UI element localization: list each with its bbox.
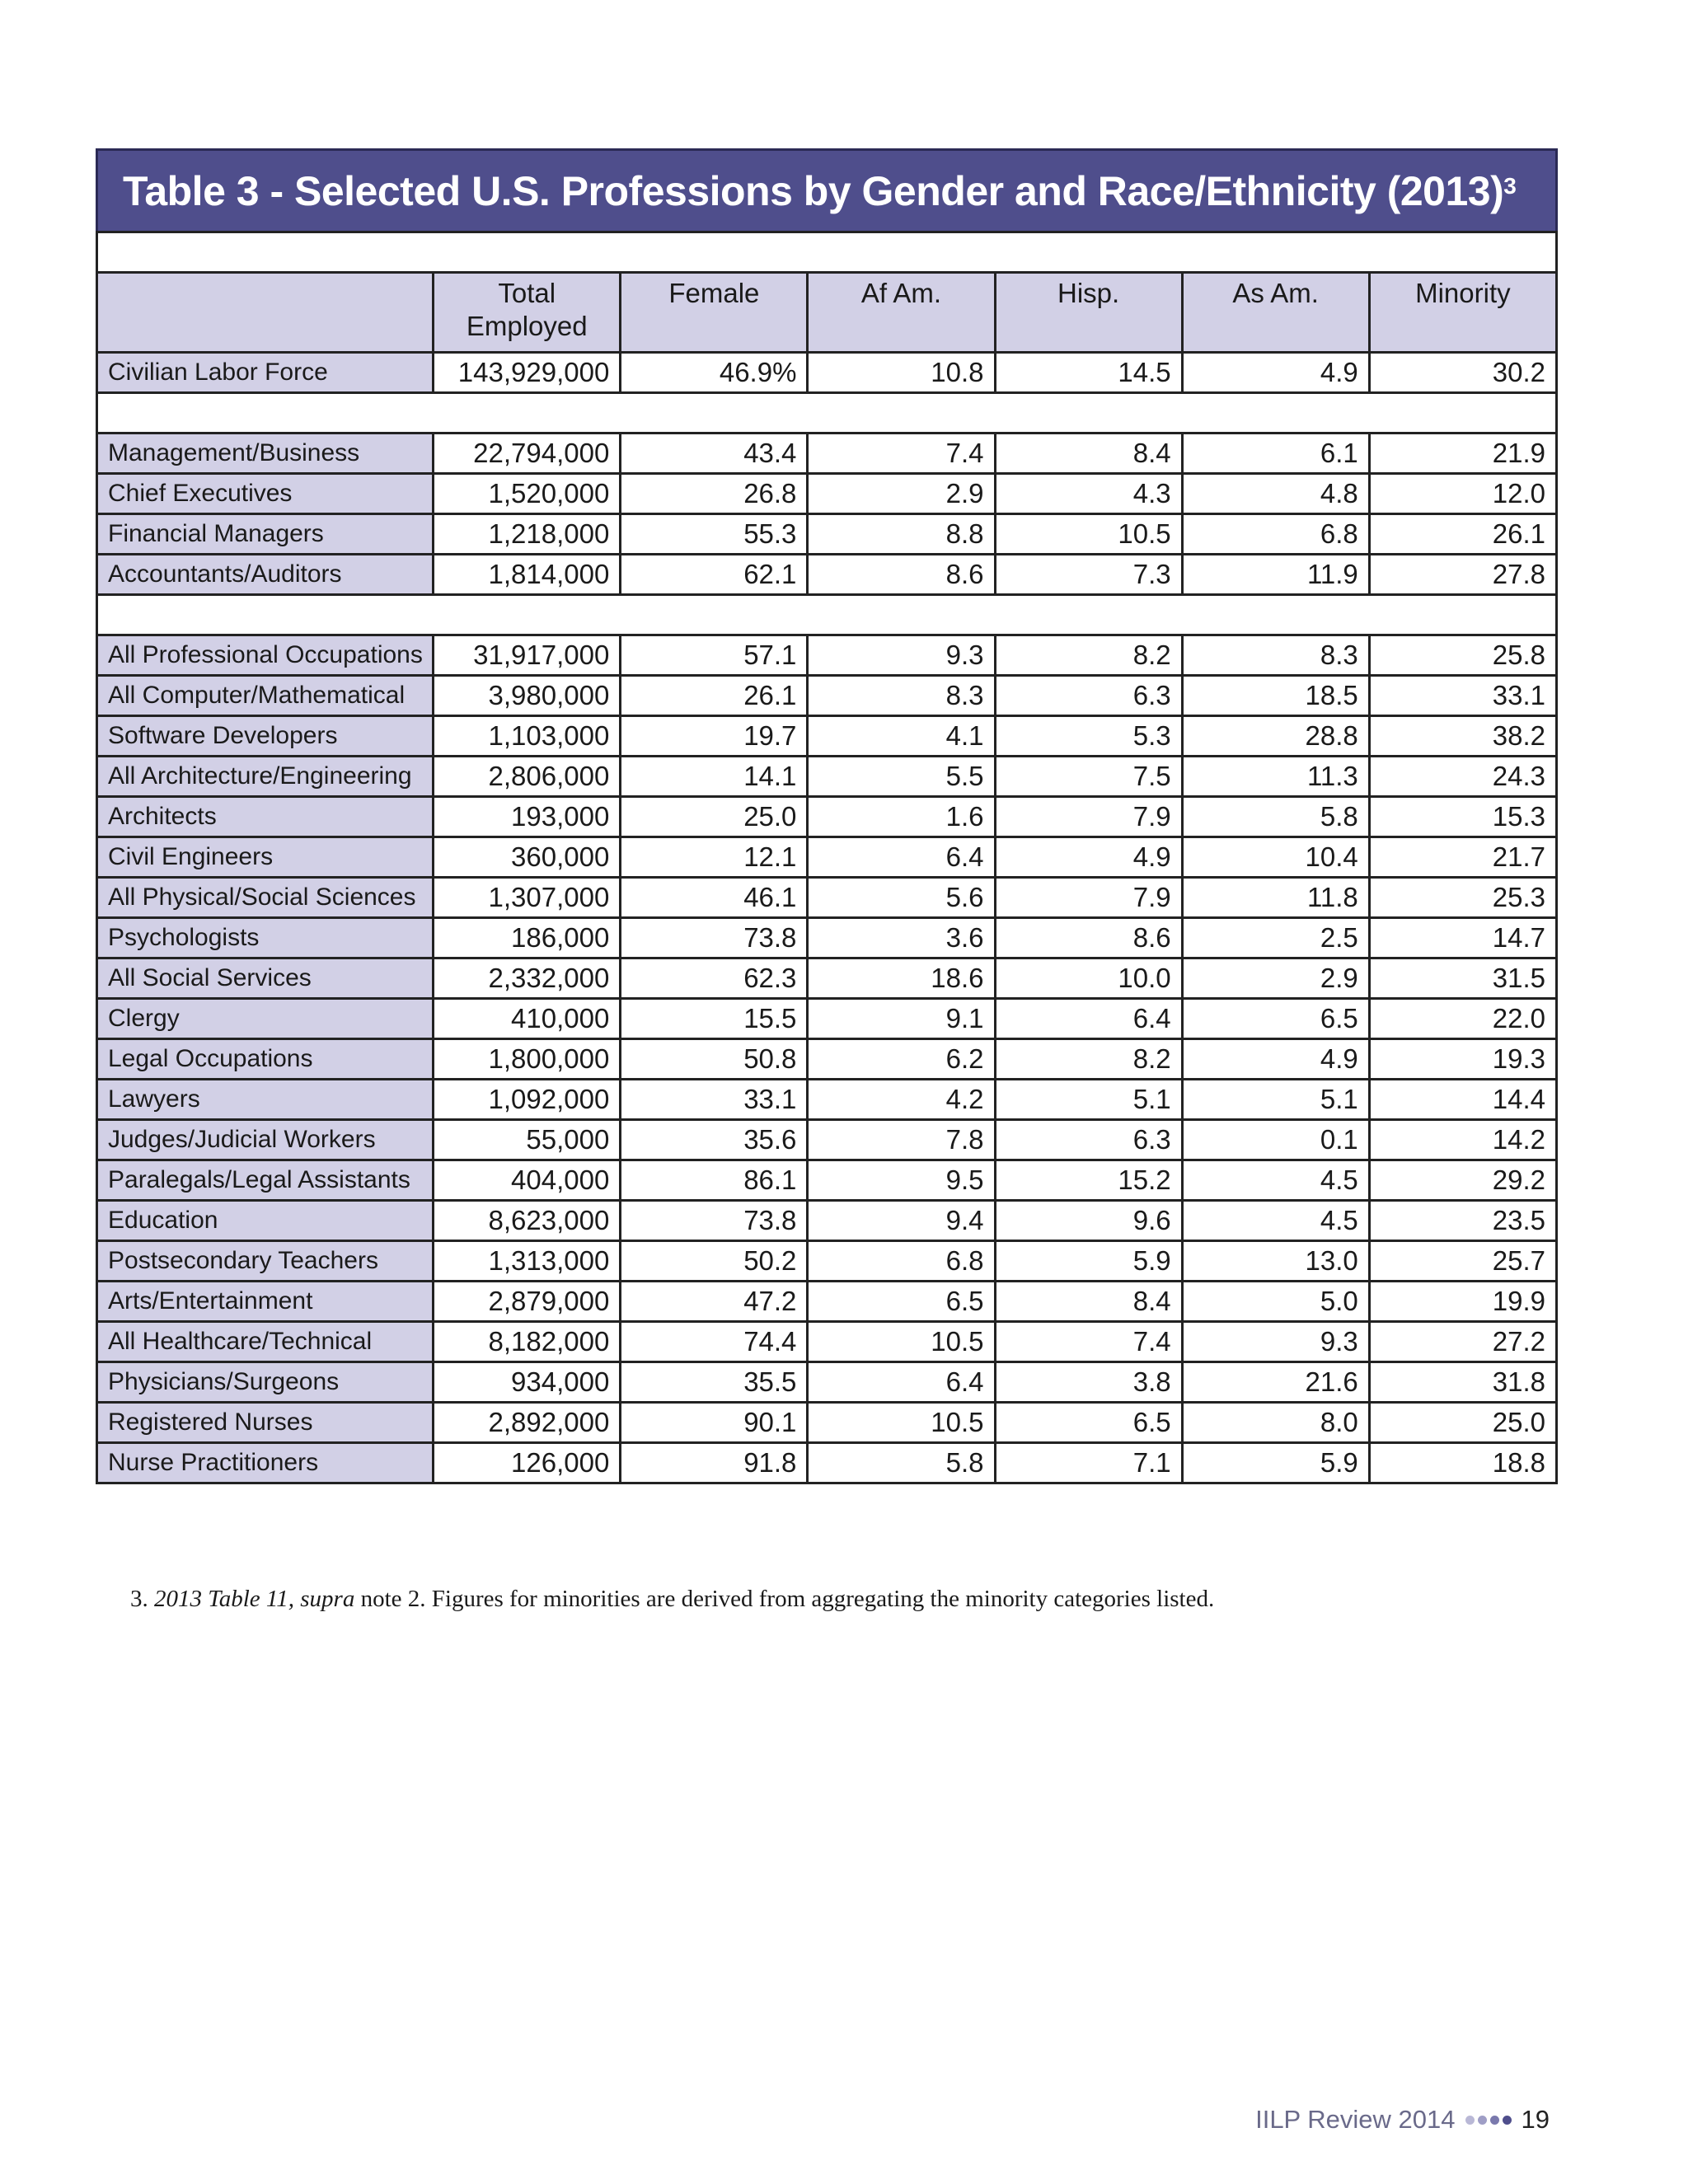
footnote-text: note 2. Figures for minorities are derived from aggregating the minority categories listed. <box>360 1586 1215 1612</box>
table-row <box>97 918 1557 958</box>
table-cell: 410,000 <box>434 999 621 1039</box>
table-cell: 13.0 <box>1182 1241 1369 1282</box>
table-cell: 4.9 <box>1182 353 1369 393</box>
table-cell: 2,806,000 <box>434 757 621 797</box>
table-cell: 7.5 <box>995 757 1182 797</box>
table-cell: 74.4 <box>621 1322 808 1362</box>
table-row <box>97 434 1557 474</box>
table-cell: 11.3 <box>1182 757 1369 797</box>
table-cell: 18.6 <box>808 958 995 999</box>
table-cell: 5.8 <box>808 1443 995 1483</box>
table-cell: 3,980,000 <box>434 676 621 716</box>
table-cell: 1.6 <box>808 797 995 837</box>
table-cell: 46.9% <box>621 353 808 393</box>
table-cell: 9.3 <box>1182 1322 1369 1362</box>
table-cell: 6.1 <box>1182 434 1369 474</box>
table-cell: 62.3 <box>621 958 808 999</box>
table-row <box>97 1201 1557 1241</box>
table-cell: 33.1 <box>1369 676 1556 716</box>
row-label: Chief Executives <box>97 474 434 514</box>
title-footnote-marker: 3 <box>1503 172 1517 199</box>
footnote-number: 3. <box>130 1586 148 1612</box>
row-label: Judges/Judicial Workers <box>97 1120 434 1160</box>
table-row <box>97 837 1557 878</box>
table-cell: 4.2 <box>808 1080 995 1120</box>
table-cell: 7.4 <box>995 1322 1182 1362</box>
table-cell: 14.4 <box>1369 1080 1556 1120</box>
column-header: Af Am. <box>808 273 995 353</box>
footer-dot <box>1478 2116 1487 2125</box>
table-row <box>97 1120 1557 1160</box>
table-cell: 1,814,000 <box>434 555 621 595</box>
table-cell: 2,879,000 <box>434 1282 621 1322</box>
table-cell: 2,892,000 <box>434 1403 621 1443</box>
footer-dot <box>1490 2116 1499 2125</box>
table-row <box>97 958 1557 999</box>
table-cell: 4.5 <box>1182 1160 1369 1201</box>
table-cell: 1,307,000 <box>434 878 621 918</box>
table-cell: 28.8 <box>1182 716 1369 757</box>
table-cell: 38.2 <box>1369 716 1556 757</box>
table-cell: 27.8 <box>1369 555 1556 595</box>
row-label: Arts/Entertainment <box>97 1282 434 1322</box>
table-cell: 18.5 <box>1182 676 1369 716</box>
table-cell: 6.2 <box>808 1039 995 1080</box>
table-cell: 2.9 <box>1182 958 1369 999</box>
table-cell: 43.4 <box>621 434 808 474</box>
table-cell: 186,000 <box>434 918 621 958</box>
table-cell: 19.9 <box>1369 1282 1556 1322</box>
table-cell: 22.0 <box>1369 999 1556 1039</box>
table-cell: 1,103,000 <box>434 716 621 757</box>
table-row <box>97 716 1557 757</box>
table-cell: 7.3 <box>995 555 1182 595</box>
table-row <box>97 676 1557 716</box>
column-header <box>97 273 434 353</box>
table-cell: 21.6 <box>1182 1362 1369 1403</box>
row-label: Civil Engineers <box>97 837 434 878</box>
table-cell: 15.5 <box>621 999 808 1039</box>
page-number: 19 <box>1521 2105 1550 2134</box>
table-cell: 4.9 <box>1182 1039 1369 1080</box>
row-label: Physicians/Surgeons <box>97 1362 434 1403</box>
table-cell: 1,800,000 <box>434 1039 621 1080</box>
table-cell: 10.8 <box>808 353 995 393</box>
table-cell: 5.5 <box>808 757 995 797</box>
table-cell: 5.9 <box>995 1241 1182 1282</box>
table-cell: 25.3 <box>1369 878 1556 918</box>
footer-dot <box>1465 2116 1475 2125</box>
table-cell: 91.8 <box>621 1443 808 1483</box>
table-cell: 21.9 <box>1369 434 1556 474</box>
table-cell: 25.0 <box>621 797 808 837</box>
table-cell: 193,000 <box>434 797 621 837</box>
row-label: Paralegals/Legal Assistants <box>97 1160 434 1201</box>
table-cell: 7.9 <box>995 878 1182 918</box>
footnote-supra: supra <box>300 1586 355 1612</box>
table-cell: 5.1 <box>1182 1080 1369 1120</box>
table-cell: 404,000 <box>434 1160 621 1201</box>
table-cell: 9.3 <box>808 635 995 676</box>
row-label: All Physical/Social Sciences <box>97 878 434 918</box>
table-cell: 6.5 <box>1182 999 1369 1039</box>
table-cell: 6.8 <box>1182 514 1369 555</box>
spacer-cell <box>97 232 1557 273</box>
table-cell: 29.2 <box>1369 1160 1556 1201</box>
table-cell: 3.8 <box>995 1362 1182 1403</box>
table-cell: 18.8 <box>1369 1443 1556 1483</box>
table-cell: 73.8 <box>621 1201 808 1241</box>
table-cell: 0.1 <box>1182 1120 1369 1160</box>
table-cell: 15.3 <box>1369 797 1556 837</box>
table-cell: 2.9 <box>808 474 995 514</box>
table-cell: 6.4 <box>808 1362 995 1403</box>
table-cell: 55.3 <box>621 514 808 555</box>
table-cell: 5.8 <box>1182 797 1369 837</box>
table-cell: 86.1 <box>621 1160 808 1201</box>
table-title <box>96 148 1558 231</box>
row-label: Civilian Labor Force <box>97 353 434 393</box>
row-label: Architects <box>97 797 434 837</box>
table-cell: 31.5 <box>1369 958 1556 999</box>
table-cell: 8.6 <box>995 918 1182 958</box>
table-cell: 90.1 <box>621 1403 808 1443</box>
table-row <box>97 635 1557 676</box>
table-cell: 7.4 <box>808 434 995 474</box>
row-label: Psychologists <box>97 918 434 958</box>
row-label: All Professional Occupations <box>97 635 434 676</box>
table-cell: 14.5 <box>995 353 1182 393</box>
table-cell: 9.6 <box>995 1201 1182 1241</box>
table-row <box>97 878 1557 918</box>
table-cell: 6.8 <box>808 1241 995 1282</box>
table-cell: 19.7 <box>621 716 808 757</box>
row-label: All Healthcare/Technical <box>97 1322 434 1362</box>
table-row <box>97 1443 1557 1483</box>
professions-table <box>96 148 1558 1484</box>
table-cell: 1,218,000 <box>434 514 621 555</box>
table-cell: 6.5 <box>808 1282 995 1322</box>
table-cell: 50.2 <box>621 1241 808 1282</box>
table-cell: 8.6 <box>808 555 995 595</box>
table-cell: 8.0 <box>1182 1403 1369 1443</box>
table-row <box>97 1039 1557 1080</box>
column-header: As Am. <box>1182 273 1369 353</box>
spacer-row <box>97 595 1557 635</box>
row-label: Management/Business <box>97 434 434 474</box>
table-cell: 4.9 <box>995 837 1182 878</box>
table-row <box>97 757 1557 797</box>
table-cell: 8.4 <box>995 1282 1182 1322</box>
table-cell: 19.3 <box>1369 1039 1556 1080</box>
table-cell: 22,794,000 <box>434 434 621 474</box>
table-cell: 5.1 <box>995 1080 1182 1120</box>
table-cell: 14.7 <box>1369 918 1556 958</box>
table-cell: 2,332,000 <box>434 958 621 999</box>
table-row <box>97 514 1557 555</box>
spacer-cell <box>97 595 1557 635</box>
table-cell: 9.4 <box>808 1201 995 1241</box>
table-cell: 62.1 <box>621 555 808 595</box>
table-row <box>97 1160 1557 1201</box>
table-cell: 1,520,000 <box>434 474 621 514</box>
row-label: All Social Services <box>97 958 434 999</box>
footnote <box>130 1586 1214 1613</box>
table-cell: 12.1 <box>621 837 808 878</box>
table-cell: 31.8 <box>1369 1362 1556 1403</box>
row-label: Clergy <box>97 999 434 1039</box>
data-table <box>96 231 1558 1484</box>
table-cell: 24.3 <box>1369 757 1556 797</box>
table-cell: 21.7 <box>1369 837 1556 878</box>
table-cell: 14.2 <box>1369 1120 1556 1160</box>
footer-dot <box>1503 2116 1512 2125</box>
row-label: Lawyers <box>97 1080 434 1120</box>
table-cell: 126,000 <box>434 1443 621 1483</box>
table-cell: 6.4 <box>995 999 1182 1039</box>
table-cell: 25.7 <box>1369 1241 1556 1282</box>
spacer-row <box>97 232 1557 273</box>
table-cell: 5.6 <box>808 878 995 918</box>
table-cell: 4.5 <box>1182 1201 1369 1241</box>
table-cell: 23.5 <box>1369 1201 1556 1241</box>
table-cell: 11.8 <box>1182 878 1369 918</box>
table-cell: 26.8 <box>621 474 808 514</box>
table-cell: 50.8 <box>621 1039 808 1080</box>
table-cell: 8,182,000 <box>434 1322 621 1362</box>
table-cell: 11.9 <box>1182 555 1369 595</box>
column-header: Hisp. <box>995 273 1182 353</box>
row-label: All Computer/Mathematical <box>97 676 434 716</box>
table-cell: 30.2 <box>1369 353 1556 393</box>
table-cell: 10.5 <box>808 1322 995 1362</box>
table-cell: 33.1 <box>621 1080 808 1120</box>
table-row <box>97 1241 1557 1282</box>
table-cell: 12.0 <box>1369 474 1556 514</box>
spacer-row <box>97 393 1557 434</box>
table-cell: 3.6 <box>808 918 995 958</box>
table-cell: 10.0 <box>995 958 1182 999</box>
table-row <box>97 999 1557 1039</box>
table-cell: 4.8 <box>1182 474 1369 514</box>
table-cell: 6.5 <box>995 1403 1182 1443</box>
table-row <box>97 797 1557 837</box>
table-cell: 2.5 <box>1182 918 1369 958</box>
table-row <box>97 1362 1557 1403</box>
table-cell: 8.3 <box>1182 635 1369 676</box>
table-row <box>97 1080 1557 1120</box>
table-cell: 7.8 <box>808 1120 995 1160</box>
table-cell: 360,000 <box>434 837 621 878</box>
table-cell: 26.1 <box>621 676 808 716</box>
table-row <box>97 1282 1557 1322</box>
table-cell: 8.2 <box>995 635 1182 676</box>
table-cell: 5.0 <box>1182 1282 1369 1322</box>
table-cell: 934,000 <box>434 1362 621 1403</box>
page-footer <box>1255 2105 1550 2135</box>
row-label: Postsecondary Teachers <box>97 1241 434 1282</box>
row-label: Software Developers <box>97 716 434 757</box>
row-label: Registered Nurses <box>97 1403 434 1443</box>
table-cell: 9.5 <box>808 1160 995 1201</box>
table-cell: 7.9 <box>995 797 1182 837</box>
table-cell: 10.5 <box>995 514 1182 555</box>
table-cell: 25.8 <box>1369 635 1556 676</box>
table-cell: 14.1 <box>621 757 808 797</box>
table-title-text: Table 3 - Selected U.S. Professions by Gender and Race/Ethnicity (2013) <box>123 167 1504 214</box>
table-row <box>97 474 1557 514</box>
table-cell: 25.0 <box>1369 1403 1556 1443</box>
table-row <box>97 555 1557 595</box>
table-cell: 10.4 <box>1182 837 1369 878</box>
column-header: Female <box>621 273 808 353</box>
row-label: Legal Occupations <box>97 1039 434 1080</box>
table-cell: 73.8 <box>621 918 808 958</box>
table-cell: 26.1 <box>1369 514 1556 555</box>
table-cell: 8.2 <box>995 1039 1182 1080</box>
table-cell: 5.9 <box>1182 1443 1369 1483</box>
table-row <box>97 1403 1557 1443</box>
table-cell: 57.1 <box>621 635 808 676</box>
row-label: All Architecture/Engineering <box>97 757 434 797</box>
table-cell: 47.2 <box>621 1282 808 1322</box>
table-cell: 9.1 <box>808 999 995 1039</box>
spacer-cell <box>97 393 1557 434</box>
table-cell: 8,623,000 <box>434 1201 621 1241</box>
table-cell: 6.4 <box>808 837 995 878</box>
table-cell: 35.6 <box>621 1120 808 1160</box>
table-cell: 4.1 <box>808 716 995 757</box>
table-cell: 8.3 <box>808 676 995 716</box>
table-row <box>97 1322 1557 1362</box>
table-cell: 8.4 <box>995 434 1182 474</box>
row-label: Nurse Practitioners <box>97 1443 434 1483</box>
column-header: Total Employed <box>434 273 621 353</box>
footer-dots <box>1465 2116 1512 2125</box>
table-cell: 6.3 <box>995 1120 1182 1160</box>
table-cell: 15.2 <box>995 1160 1182 1201</box>
header-row <box>97 273 1557 353</box>
row-label: Education <box>97 1201 434 1241</box>
table-cell: 4.3 <box>995 474 1182 514</box>
table-cell: 10.5 <box>808 1403 995 1443</box>
table-cell: 1,092,000 <box>434 1080 621 1120</box>
table-cell: 31,917,000 <box>434 635 621 676</box>
table-cell: 8.8 <box>808 514 995 555</box>
table-cell: 7.1 <box>995 1443 1182 1483</box>
table-cell: 35.5 <box>621 1362 808 1403</box>
table-cell: 143,929,000 <box>434 353 621 393</box>
footnote-cite: 2013 Table 11, <box>154 1586 294 1612</box>
table-row <box>97 353 1557 393</box>
table-cell: 6.3 <box>995 676 1182 716</box>
table-cell: 5.3 <box>995 716 1182 757</box>
row-label: Financial Managers <box>97 514 434 555</box>
table-cell: 46.1 <box>621 878 808 918</box>
table-cell: 55,000 <box>434 1120 621 1160</box>
journal-name: IILP Review 2014 <box>1255 2105 1456 2134</box>
column-header: Minority <box>1369 273 1556 353</box>
row-label: Accountants/Auditors <box>97 555 434 595</box>
table-cell: 27.2 <box>1369 1322 1556 1362</box>
table-cell: 1,313,000 <box>434 1241 621 1282</box>
